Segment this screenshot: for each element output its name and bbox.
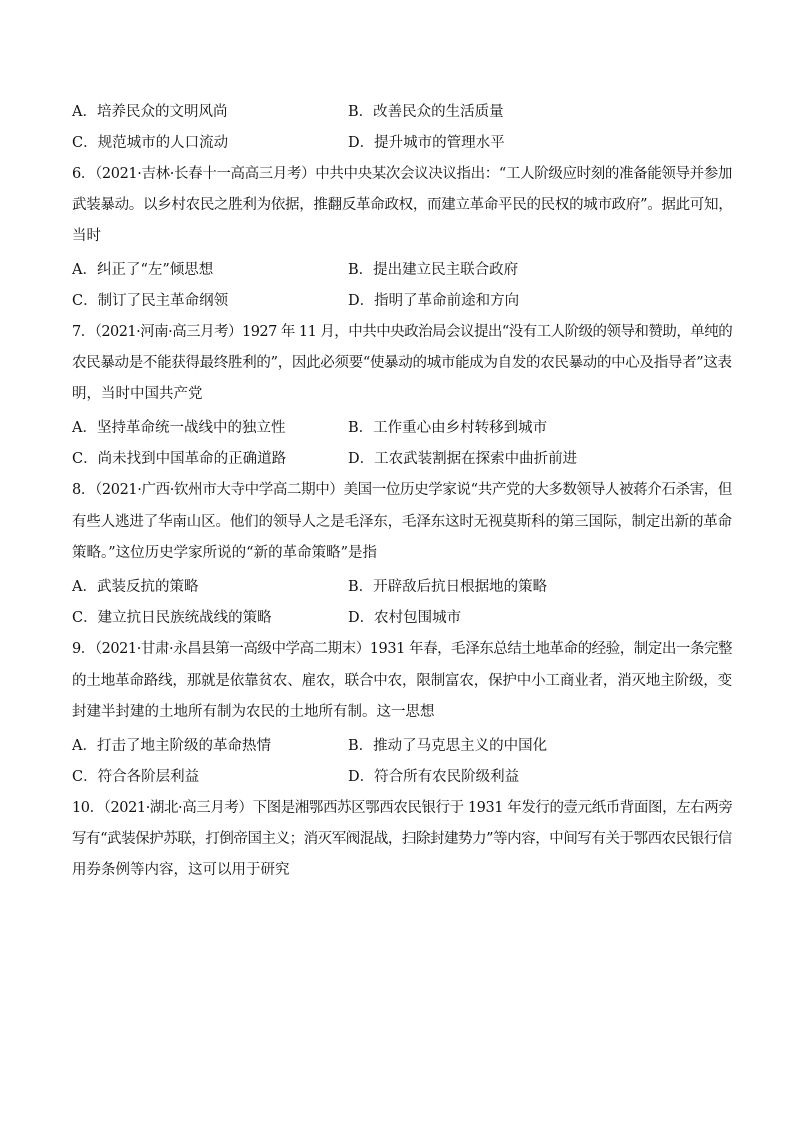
q6-option-d: D．指明了革命前途和方向 <box>348 293 520 309</box>
q8-option-a: A．武装反抗的策略 <box>72 579 199 595</box>
q5-option-d: D．提升城市的管理水平 <box>348 135 505 151</box>
q7-stem-line-2: 农民暴动是不能获得最终胜利的”，因此必须要“使暴动的城市能成为自发的农民暴动的中心及指导者”这表 <box>72 355 732 371</box>
q8-option-c: C．建立抗日民族统战线的策略 <box>72 610 272 626</box>
q9-option-d: D．符合所有农民阶级利益 <box>348 769 520 785</box>
q6-stem-line-1: 6．（2021·吉林·长春十一高高三月考）中共中央某次会议决议指出：“工人阶级应时刻的准备能领导并参加 <box>72 166 733 182</box>
q9-option-b: B．推动了马克思主义的中国化 <box>348 738 548 754</box>
q7-option-d: D．工农武装割据在探索中曲折前进 <box>348 451 578 467</box>
q6-stem-line-2: 武装暴动。以乡村农民之胜利为依据，推翻反革命政权，而建立革命平民的民权的城市政府”。据此可知， <box>72 197 733 213</box>
q8-stem-line-1: 8．（2021·广西·钦州市大寺中学高二期中）美国一位历史学家说“共产党的大多数领导人被蒋介石杀害，但 <box>72 482 733 498</box>
q7-option-a: A．坚持革命统一战线中的独立性 <box>72 420 286 436</box>
q6-option-a: A．纠正了“左”倾思想 <box>72 262 214 278</box>
q9-stem-line-3: 封建半封建的土地所有制为农民的土地所有制。这一思想 <box>72 704 435 720</box>
q7-stem-line-1: 7．（2021·河南·高三月考）1927 年 11 月，中共中央政治局会议提出“没有工人阶级的领导和赞助，单纯的 <box>72 324 733 340</box>
q8-stem-line-2: 有些人逃进了华南山区。他们的领导人之是毛泽东，毛泽东这时无视莫斯科的第三国际，制定出新的革命 <box>72 514 732 530</box>
q7-stem-line-3: 明，当时中国共产党 <box>72 386 203 402</box>
q5-option-b: B．改善民众的生活质量 <box>348 104 504 120</box>
q6-option-b: B．提出建立民主联合政府 <box>348 262 519 278</box>
q9-option-c: C．符合各阶层利益 <box>72 769 200 785</box>
q9-option-a: A．打击了地主阶级的革命热情 <box>72 738 271 754</box>
q7-option-b: B．工作重心由乡村转移到城市 <box>348 420 548 436</box>
q5-option-a: A．培养民众的文明风尚 <box>72 104 228 120</box>
q8-stem-line-3: 策略。”这位历史学家所说的“新的革命策略”是指 <box>72 545 377 561</box>
q6-option-c: C．制订了民主革命纲领 <box>72 293 229 309</box>
q8-option-b: B．开辟敌后抗日根据地的策略 <box>348 579 548 595</box>
q9-stem-line-1: 9．（2021·甘肃·永昌县第一高级中学高二期末）1931 年春，毛泽东总结土地革命的经验，制定出一条完整 <box>72 641 733 657</box>
q10-stem-line-1: 10．（2021·湖北·高三月考）下图是湘鄂西苏区鄂西农民银行于 1931 年发行的壹元纸币背面图，左右两旁 <box>72 800 733 816</box>
q6-stem-line-3: 当时 <box>72 228 101 244</box>
q9-stem-line-2: 的土地革命路线，那就是依靠贫农、雇农，联合中农，限制富农，保护中小工商业者，消灭地主阶级，变 <box>72 673 732 689</box>
q10-stem-line-3: 用券条例等内容，这可以用于研究 <box>72 862 290 878</box>
q8-option-d: D．农村包围城市 <box>348 610 462 626</box>
q5-option-c: C．规范城市的人口流动 <box>72 135 229 151</box>
q7-option-c: C．尚未找到中国革命的正确道路 <box>72 451 287 467</box>
q10-stem-line-2: 写有“武装保护苏联，打倒帝国主义；消灭军阀混战，扫除封建势力”等内容，中间写有关于鄂西农民银行信 <box>72 831 732 847</box>
